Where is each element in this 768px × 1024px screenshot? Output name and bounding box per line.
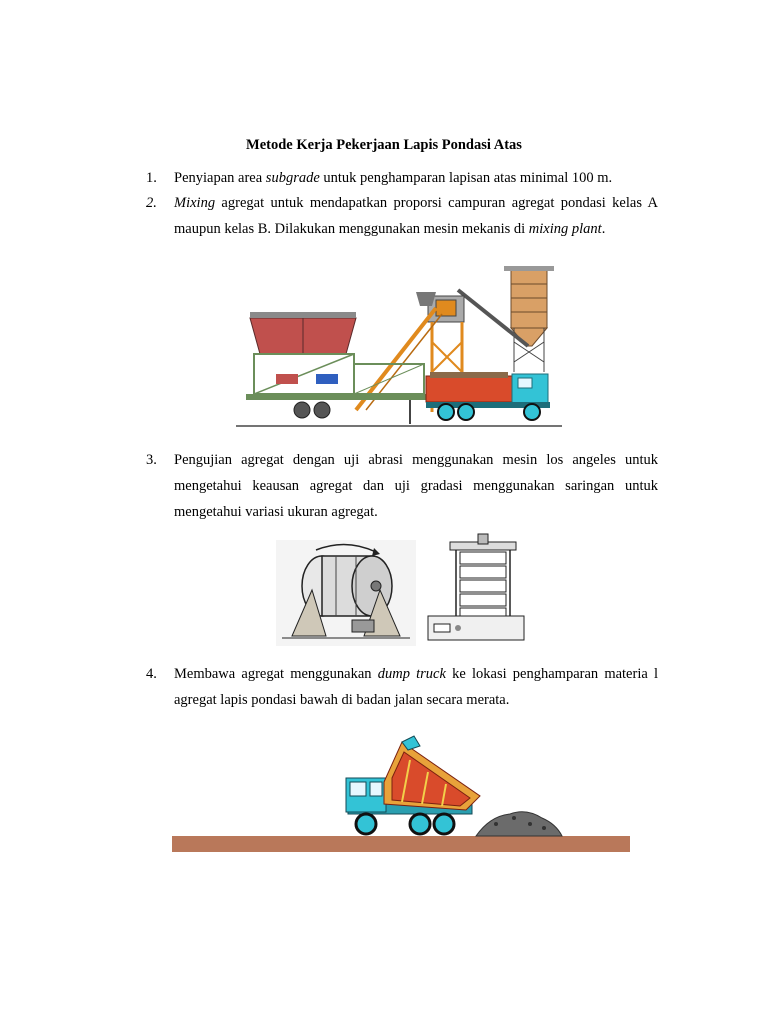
text-run: . [601, 221, 606, 237]
text-run: Pengujian agregat dengan uji abrasi menggunakan mesin los angeles untuk mengetahui keausan agregat dan uji gradasi menggunakan saringan untuk mengetahui variasi ukuran agregat. [174, 452, 658, 520]
dump-truck-illustration [170, 732, 632, 854]
item-text [174, 661, 658, 713]
document-title: Metode Kerja Pekerjaan Lapis Pondasi Atas [246, 137, 522, 153]
sieve-shaker-illustration [424, 530, 528, 646]
text-run: agregat untuk mendapatkan proporsi campuran agregat pondasi kelas A maupun kelas B. Dilakukan menggunakan mesin mekanis di [174, 195, 658, 237]
los-angeles-machine-illustration [276, 540, 416, 646]
text-run-italic: Mixing [174, 195, 216, 211]
text-run-italic: mixing plant [528, 221, 602, 237]
mixing-plant-illustration [236, 262, 566, 430]
text-run: untuk penghamparan lapisan atas minimal 100 m. [319, 170, 613, 186]
item-number: 2. [146, 195, 157, 211]
item-number: 3. [146, 452, 157, 468]
text-run-italic: subgrade [265, 170, 320, 186]
text-run: ke lokasi penghamparan materia l agregat lapis pondasi bawah di badan jalan secara merata. [174, 666, 658, 708]
item-text [174, 190, 658, 242]
item-number: 1. [146, 170, 157, 186]
item-text [174, 447, 658, 525]
item-number: 4. [146, 666, 157, 682]
text-run: Membawa agregat menggunakan [174, 666, 378, 682]
text-run: Penyiapan area [174, 170, 266, 186]
text-run-italic: dump truck [377, 666, 446, 682]
item-text [174, 165, 658, 191]
